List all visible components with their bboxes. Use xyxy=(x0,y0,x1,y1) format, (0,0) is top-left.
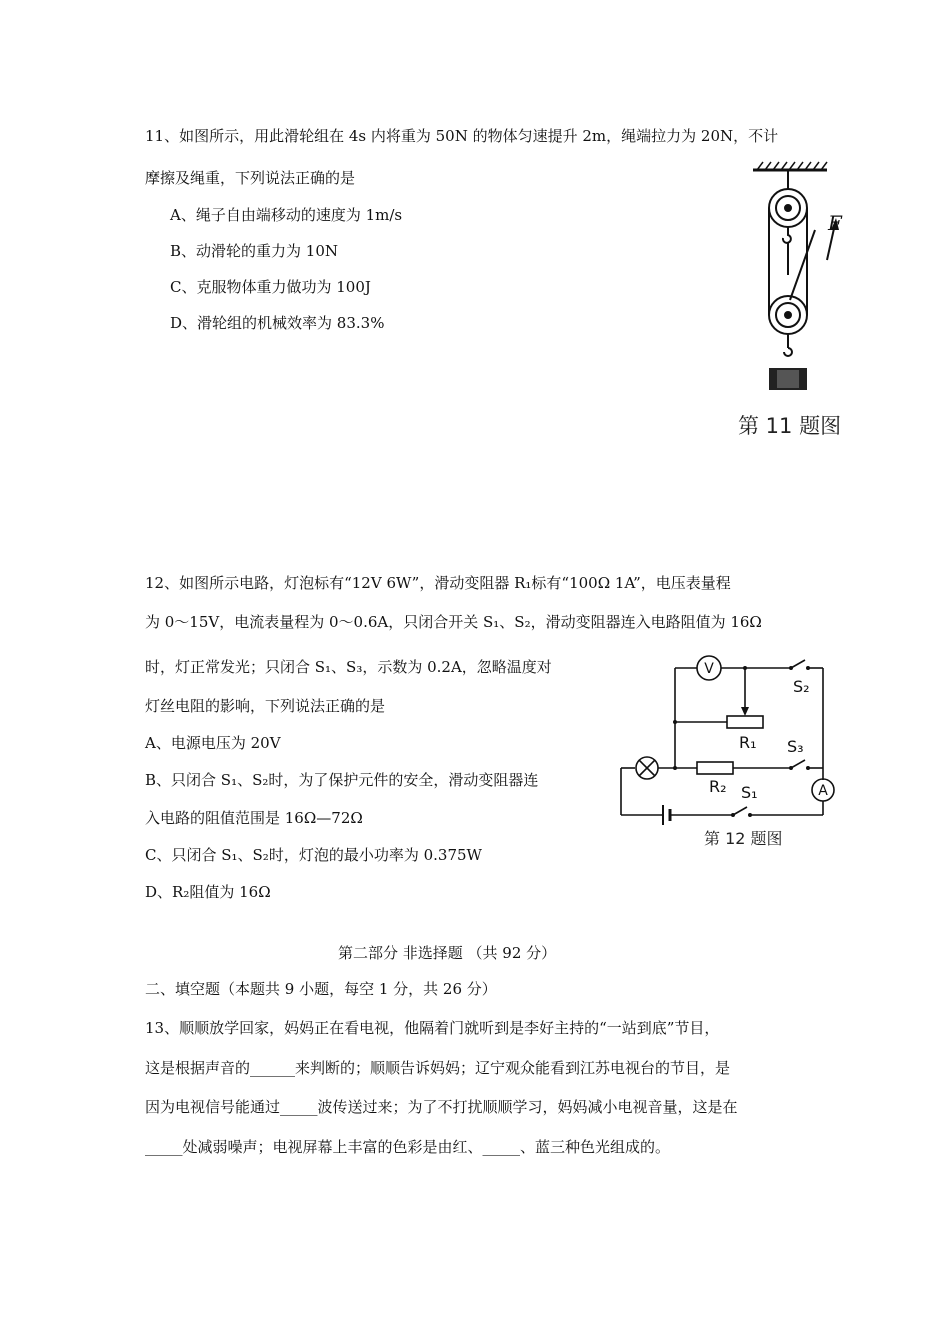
voltmeter-label: V xyxy=(704,661,714,677)
q12-option-a: A、电源电压为 20V xyxy=(145,734,281,752)
figure-12-caption: 第 12 题图 xyxy=(704,829,783,848)
q12-option-b-line1: B、只闭合 S₁、S₂时，为了保护元件的安全，滑动变阻器连 xyxy=(145,771,539,789)
q11-stem-line1: 11、如图所示，用此滑轮组在 4s 内将重为 50N 的物体匀速提升 2m，绳端拉力为 20N，不计 xyxy=(145,127,779,145)
q11-stem-line2: 摩擦及绳重，下列说法正确的是 xyxy=(145,169,356,187)
circuit-figure xyxy=(615,650,840,835)
q12-option-b-line2: 入电路的阻值范围是 16Ω—72Ω xyxy=(145,809,363,827)
q13-line1: 13、顺顺放学回家，妈妈正在看电视，他隔着门就听到是李好主持的“一站到底”节目， xyxy=(145,1019,720,1037)
q12-option-d: D、R₂阻值为 16Ω xyxy=(145,883,271,901)
pulley-figure xyxy=(745,160,850,390)
q13-line3: 因为电视信号能通过_____波传送过来；为了不打扰顺顺学习，妈妈减小电视音量，这是在 xyxy=(145,1098,738,1116)
figure-11-caption: 第 11 题图 xyxy=(738,414,842,438)
ammeter-label: A xyxy=(818,783,828,799)
q12-stem-line2: 为 0～15V，电流表量程为 0～0.6A，只闭合开关 S₁、S₂，滑动变阻器连入电路阻值为 16Ω xyxy=(145,613,762,631)
section-heading: 二、填空题（本题共 9 小题，每空 1 分，共 26 分） xyxy=(145,980,497,998)
s1-label: S₁ xyxy=(741,783,758,802)
r1-label: R₁ xyxy=(739,733,757,752)
q13-line4: _____处减弱噪声；电视屏幕上丰富的色彩是由红、_____、蓝三种色光组成的。 xyxy=(145,1138,671,1156)
part2-title: 第二部分 非选择题 （共 92 分） xyxy=(338,944,557,962)
q12-stem-line3: 时，灯正常发光；只闭合 S₁、S₃，示数为 0.2A，忽略温度对 xyxy=(145,658,552,676)
q13-line2: 这是根据声音的______来判断的；顺顺告诉妈妈；辽宁观众能看到江苏电视台的节目，是 xyxy=(145,1059,731,1077)
s2-label: S₂ xyxy=(793,677,810,696)
r2-label: R₂ xyxy=(709,777,727,796)
q12-option-c: C、只闭合 S₁、S₂时，灯泡的最小功率为 0.375W xyxy=(145,846,482,864)
s3-label: S₃ xyxy=(787,737,804,756)
q11-option-d: D、滑轮组的机械效率为 83.3% xyxy=(170,314,385,332)
q12-stem-line4: 灯丝电阻的影响，下列说法正确的是 xyxy=(145,697,386,715)
q11-option-a: A、绳子自由端移动的速度为 1m/s xyxy=(170,206,403,224)
force-label: F xyxy=(828,211,842,235)
q11-option-b: B、动滑轮的重力为 10N xyxy=(170,242,339,260)
q11-option-c: C、克服物体重力做功为 100J xyxy=(170,278,371,296)
q12-stem-line1: 12、如图所示电路，灯泡标有“12V 6W”，滑动变阻器 R₁标有“100Ω 1A”，电压表量程 xyxy=(145,574,731,592)
